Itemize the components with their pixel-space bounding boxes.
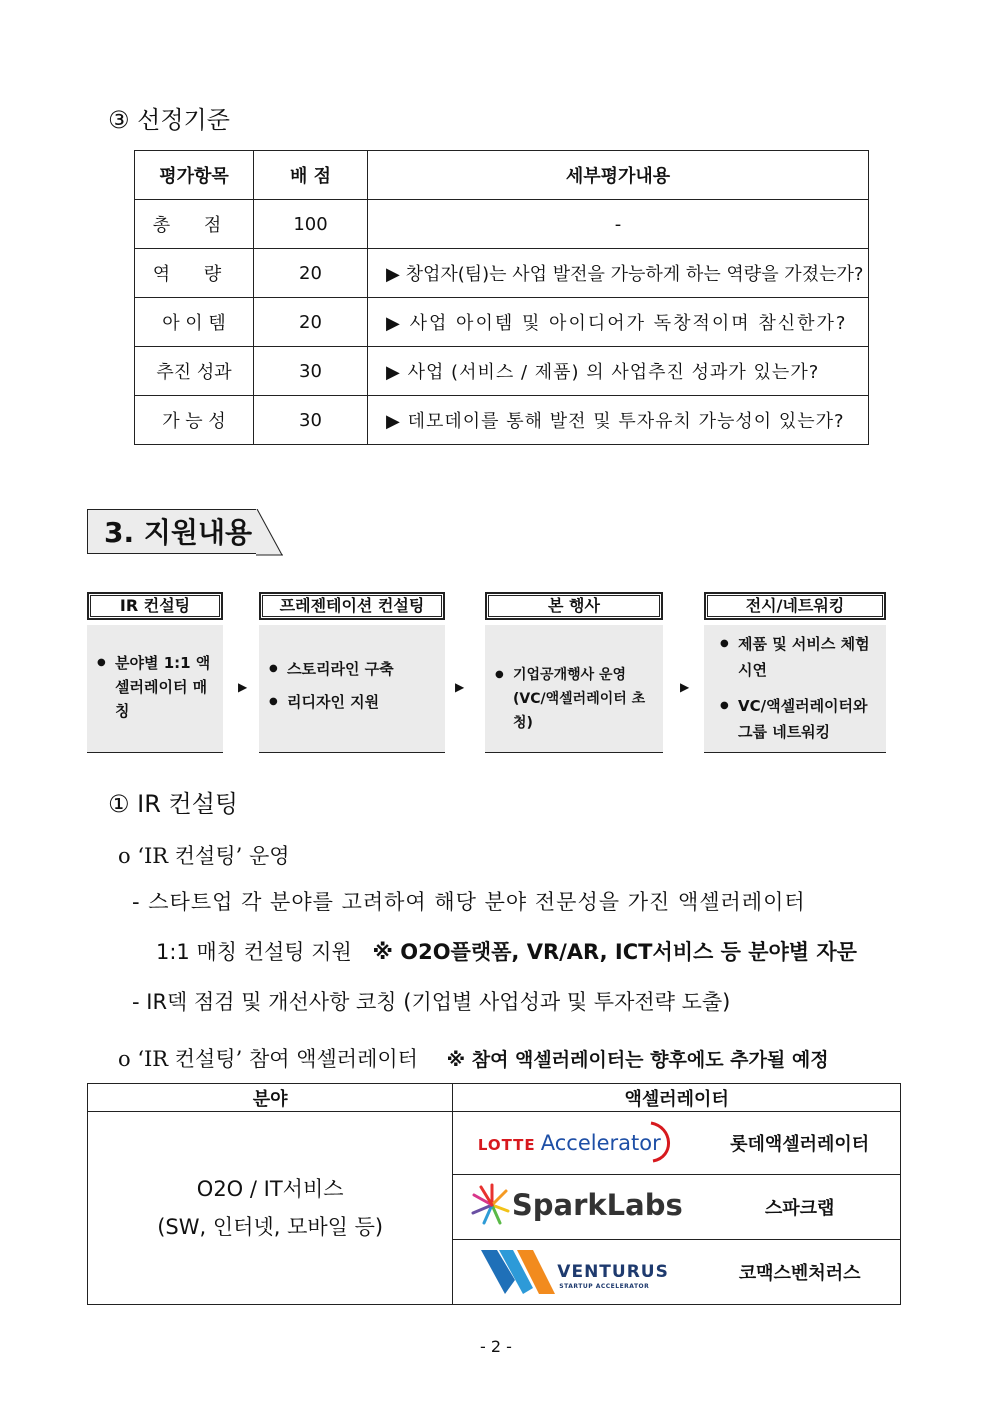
ir-participants-note: ※ 참여 액셀러레이터는 향후에도 추가될 예정: [446, 1049, 829, 1071]
row-score: 30: [254, 396, 368, 445]
flow-body-ir: [87, 625, 223, 753]
row-detail: -: [368, 200, 869, 249]
ir-line-desc: - 스타트업 각 분야를 고려하여 해당 분야 전문성을 가진 액셀러레이터: [132, 890, 806, 914]
list-item: ● 스토리라인 구축: [269, 657, 439, 681]
row-detail: ▶ 창업자(팀)는 사업 발전을 가능하게 하는 역량을 가졌는가?: [368, 249, 869, 298]
accelerator-header-row: [88, 1084, 901, 1112]
table-row: [135, 298, 869, 347]
flow-title-networking: [704, 592, 886, 620]
row-score: 20: [254, 249, 368, 298]
venturus-mark-icon: [481, 1248, 555, 1296]
sparklabs-logo: [453, 1175, 699, 1240]
flow-title-main-event: [485, 592, 663, 620]
row-score: 20: [254, 298, 368, 347]
list-item: ● 제품 및 서비스 체험시연: [720, 631, 880, 683]
sparklabs-logo-text: SparkLabs: [511, 1188, 683, 1222]
table-row: [135, 396, 869, 445]
section-title: 3. 지원내용: [87, 509, 257, 554]
criteria-table: [134, 150, 869, 445]
flow-title-text: 전시/네트워킹: [745, 596, 845, 615]
col-accelerator: 액셀러레이터: [453, 1084, 901, 1112]
ir-line-participants: [118, 1043, 829, 1073]
flow-arrow: ▶: [238, 680, 248, 694]
lotte-logo: [453, 1112, 699, 1175]
ir-line-coaching: - IR덱 점검 및 개선사항 코칭 (기업별 사업성과 및 투자전략 도출): [132, 990, 731, 1014]
accelerator-name: 롯데액셀러레이터: [699, 1112, 900, 1175]
row-detail: ▶ 사업 (서비스 / 제품) 의 사업추진 성과가 있는가?: [368, 347, 869, 396]
col-field: 분야: [88, 1084, 453, 1112]
flow-arrow: ▶: [455, 680, 465, 694]
ir-heading: ① IR 컨설팅: [108, 790, 239, 818]
row-item: 추진 성과: [135, 347, 254, 396]
field-cell: [88, 1112, 453, 1305]
criteria-heading: ③ 선정기준: [108, 106, 230, 134]
row-item: 역 량: [135, 249, 254, 298]
venturus-logo-subtext: STARTUP ACCELERATOR: [559, 1283, 650, 1290]
table-row: [135, 200, 869, 249]
flow-body-networking: [704, 625, 886, 753]
accelerator-table: [87, 1083, 901, 1305]
ir-line-operation: o ‘IR 컨설팅’ 운영: [118, 844, 290, 868]
ir-matching-note: ※ O2O플랫폼, VR/AR, ICT서비스 등 분야별 자문: [372, 940, 857, 964]
page-number: - 2 -: [480, 1337, 512, 1356]
field-line-1: O2O / IT서비스: [196, 1177, 344, 1201]
table-row: [135, 347, 869, 396]
row-score: 30: [254, 347, 368, 396]
list-item: ● 리디자인 지원: [269, 690, 439, 714]
table-row: [135, 249, 869, 298]
flow-title-text: IR 컨설팅: [119, 596, 191, 615]
lotte-logo-text-a: LOTTE: [477, 1136, 536, 1154]
ir-participants-text: o ‘IR 컨설팅’ 참여 액셀러레이터: [118, 1047, 418, 1071]
accelerator-name: 스파크랩: [699, 1175, 900, 1240]
flow-body-presentation: [259, 625, 445, 753]
row-item: 총 점: [135, 200, 254, 249]
lotte-swoosh-icon: [649, 1119, 675, 1165]
flow-title-text: 프레젠테이션 컨설팅: [279, 596, 425, 615]
col-item: 평가항목: [135, 151, 254, 200]
list-item: ● 기업공개행사 운영 (VC/액셀러레이터 초청): [495, 663, 657, 735]
col-score: 배 점: [254, 151, 368, 200]
section-title-tab: [256, 509, 286, 556]
flow-arrow: ▶: [680, 680, 690, 694]
list-item: ● VC/액셀러레이터와 그룹 네트워킹: [720, 693, 880, 745]
flow-title-presentation: [259, 592, 445, 620]
spark-burst-icon: [470, 1183, 510, 1227]
venturus-logo: [453, 1240, 699, 1305]
row-detail: ▶ 데모데이를 통해 발전 및 투자유치 가능성이 있는가?: [368, 396, 869, 445]
flow-title-text: 본 행사: [548, 596, 600, 615]
row-item: 아 이 템: [135, 298, 254, 347]
field-line-2: (SW, 인터넷, 모바일 등): [157, 1215, 384, 1239]
venturus-logo-text: VENTURUS: [557, 1262, 669, 1282]
ir-matching-text: 1:1 매칭 컨설팅 지원: [156, 940, 352, 964]
flow-title-ir: [87, 592, 223, 620]
col-detail: 세부평가내용: [368, 151, 869, 200]
row-score: 100: [254, 200, 368, 249]
accelerator-name: 코맥스벤처러스: [699, 1240, 900, 1305]
row-detail: ▶ 사업 아이템 및 아이디어가 독창적이며 참신한가?: [368, 298, 869, 347]
row-item: 가 능 성: [135, 396, 254, 445]
table-row: [88, 1112, 901, 1175]
criteria-header-row: [135, 151, 869, 200]
flow-body-main-event: [485, 625, 663, 753]
ir-line-matching: [156, 936, 857, 966]
list-item: ● 분야별 1:1 액셀러레이터 매칭: [97, 651, 217, 723]
lotte-logo-text-b: Accelerator: [540, 1131, 661, 1155]
